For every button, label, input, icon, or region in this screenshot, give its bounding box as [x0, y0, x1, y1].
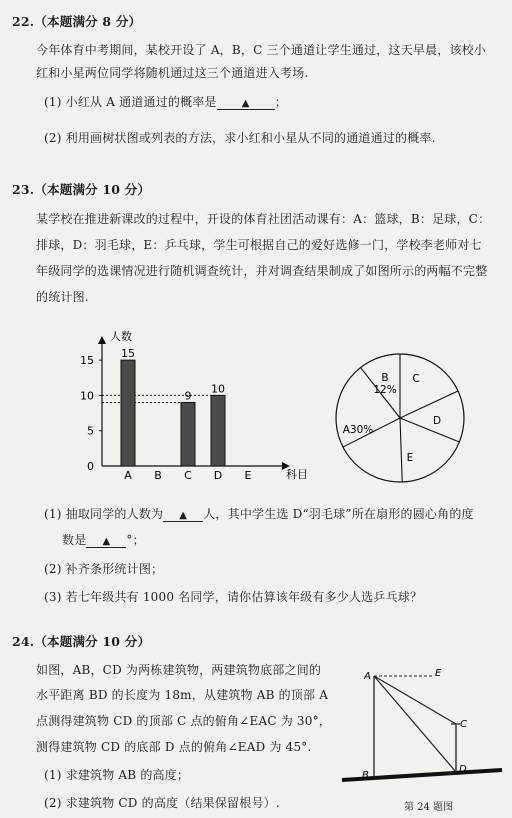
line-ac: [374, 676, 456, 724]
q22-part1-text: (1) 小红从 A 通道通过的概率是: [44, 95, 217, 109]
pie-slice-label-C: C: [412, 373, 420, 385]
bar-value-label: 10: [211, 382, 225, 396]
q22-intro-line1: 今年体育中考期间，某校开设了 A，B，C 三个通道让学生通过，这天早晨，该校小: [36, 43, 487, 57]
pie-slice-boundary: [400, 418, 459, 442]
pie-chart: [330, 348, 470, 488]
q24-line1: 如图，AB，CD 为两栋建筑物，两建筑物底部之间的: [36, 663, 322, 677]
q22-part2: (2) 利用画树状图或列表的方法，求小红和小星从不同的通道通过的概率.: [44, 131, 436, 145]
q24-header: 24.（本题满分 10 分）: [12, 634, 151, 649]
bar-D: [211, 395, 225, 466]
q23-intro-line4: 的统计图.: [36, 290, 89, 304]
q24-part1: (1) 求建筑物 AB 的高度；: [44, 768, 190, 782]
q23-header: 23.（本题满分 10 分）: [12, 182, 151, 197]
pie-slice-label-E: E: [406, 452, 414, 464]
q23-part1-mid: 人，其中学生选 D“羽毛球”所在扇形的圆心角的度: [203, 507, 474, 521]
q22-part1-suffix: ；: [274, 95, 287, 109]
q23-part1: [44, 505, 474, 522]
q23-part1-line2-prefix: 数是: [62, 533, 87, 547]
q24-line3: 点测得建筑物 CD 的顶部 C 点的俯角∠EAC 为 30°，: [36, 714, 332, 728]
point-b-label: B: [362, 770, 369, 781]
q23-part2: (2) 补齐条形统计图；: [44, 562, 164, 576]
pie-slice-label-A: A30%: [342, 424, 374, 436]
y-tick-label: 0: [87, 460, 94, 473]
x-tick-label: C: [184, 469, 192, 482]
q23-part1-line2-suffix: °；: [126, 533, 145, 547]
bar-C: [181, 402, 195, 466]
y-tick-label: 5: [87, 424, 94, 438]
q23-part3: (3) 若七年级共有 1000 名同学，请你估算该年级有多少人选乒乓球？: [44, 590, 423, 604]
q23-intro-line3: 年级同学的选课情况进行随机调查统计，并对调查结果制成了如图所示的两幅不完整: [36, 264, 488, 278]
x-tick-label: B: [154, 469, 162, 482]
y-axis-title: 人数: [110, 330, 132, 343]
x-axis-title: 科目: [286, 468, 308, 481]
pie-slice-label-B: B: [381, 372, 389, 384]
point-c-label: C: [460, 719, 467, 730]
q24-line4: 测得建筑物 CD 的底部 D 点的俯角∠EAD 为 45°.: [36, 740, 312, 754]
point-d-label: D: [459, 764, 467, 775]
bar-chart: [70, 322, 320, 482]
pie-slice-label-D: D: [432, 415, 442, 427]
q24-part2: (2) 求建筑物 CD 的高度（结果保留根号）.: [44, 796, 280, 810]
q24-figure-caption: 第 24 题图: [404, 802, 454, 813]
bar-A: [121, 360, 135, 466]
bar-value-label: 15: [121, 347, 135, 361]
q22-part1: [44, 93, 287, 110]
x-tick-label: E: [244, 469, 252, 482]
x-tick-label: D: [213, 469, 223, 482]
y-tick-label: 10: [80, 389, 94, 403]
line-ad: [374, 676, 456, 772]
pie-slice-boundary: [400, 391, 458, 418]
q23-part1-line2: [62, 531, 145, 548]
point-a-label: A: [364, 671, 371, 682]
pie-slice-label-B: 12%: [373, 384, 397, 396]
q24-line2: 水平距离 BD 的长度为 18m，从建筑物 AB 的顶部 A: [36, 688, 329, 702]
q23-part1-text: (1) 抽取同学的人数为: [44, 507, 164, 521]
q22-intro-line2: 红和小星两位同学将随机通过这三个通道进入考场.: [36, 66, 309, 80]
y-tick-label: 15: [80, 354, 94, 368]
pie-slice-boundary: [400, 418, 402, 482]
y-axis-arrow: [98, 336, 106, 344]
point-e-label: E: [435, 668, 442, 679]
q22-part1-blank: ▲: [217, 98, 275, 110]
q23-intro-line1: 某学校在推进新课改的过程中，开设的体育社团活动课有：A：篮球，B：足球，C：: [36, 212, 491, 226]
q23-intro-line2: 排球，D：羽毛球，E：乒乓球，学生可根据自己的爱好选修一门，学校李老师对七: [36, 238, 482, 252]
x-tick-label: A: [124, 469, 132, 482]
q22-header: 22.（本题满分 8 分）: [12, 14, 142, 29]
q23-part1-blank2: ▲: [86, 536, 126, 548]
q24-figure: [338, 664, 508, 794]
q23-part1-blank1: ▲: [163, 510, 203, 522]
bar-value-label: 9: [184, 389, 192, 403]
